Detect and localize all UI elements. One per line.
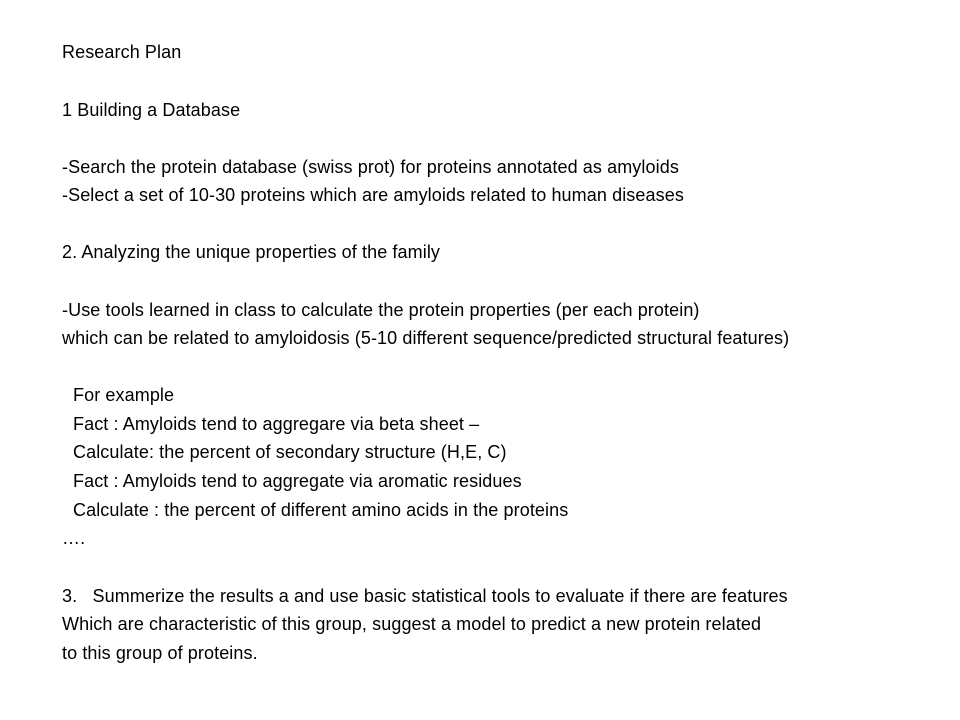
section-1-heading: 1 Building a Database <box>62 100 241 120</box>
example-calculate-1: Calculate: the percent of secondary structure (H,E, C) <box>73 442 507 462</box>
section-2-body-line-2: which can be related to amyloidosis (5-10 different sequence/predicted structural features) <box>62 328 790 348</box>
section-2-body-line-1: -Use tools learned in class to calculate the protein properties (per each protein) <box>62 300 700 320</box>
example-title: For example <box>73 385 175 405</box>
section-3-line-2: Which are characteristic of this group, suggest a model to predict a new protein related <box>62 614 762 634</box>
document-title: Research Plan <box>62 42 182 62</box>
example-fact-2: Fact : Amyloids tend to aggregate via aromatic residues <box>73 471 522 491</box>
section-3-line-1: 3. Summerize the results a and use basic statistical tools to evaluate if there are features <box>62 586 788 606</box>
section-3-line-3: to this group of proteins. <box>62 643 258 663</box>
example-fact-1: Fact : Amyloids tend to aggregare via beta sheet – <box>73 414 480 434</box>
section-2-heading: 2. Analyzing the unique properties of the family <box>62 242 441 262</box>
ellipsis: …. <box>62 528 86 548</box>
section-1-item-1: -Search the protein database (swiss prot) for proteins annotated as amyloids <box>62 157 679 177</box>
example-calculate-2: Calculate : the percent of different amino acids in the proteins <box>73 500 569 520</box>
section-1-item-2: -Select a set of 10-30 proteins which are amyloids related to human diseases <box>62 185 684 205</box>
